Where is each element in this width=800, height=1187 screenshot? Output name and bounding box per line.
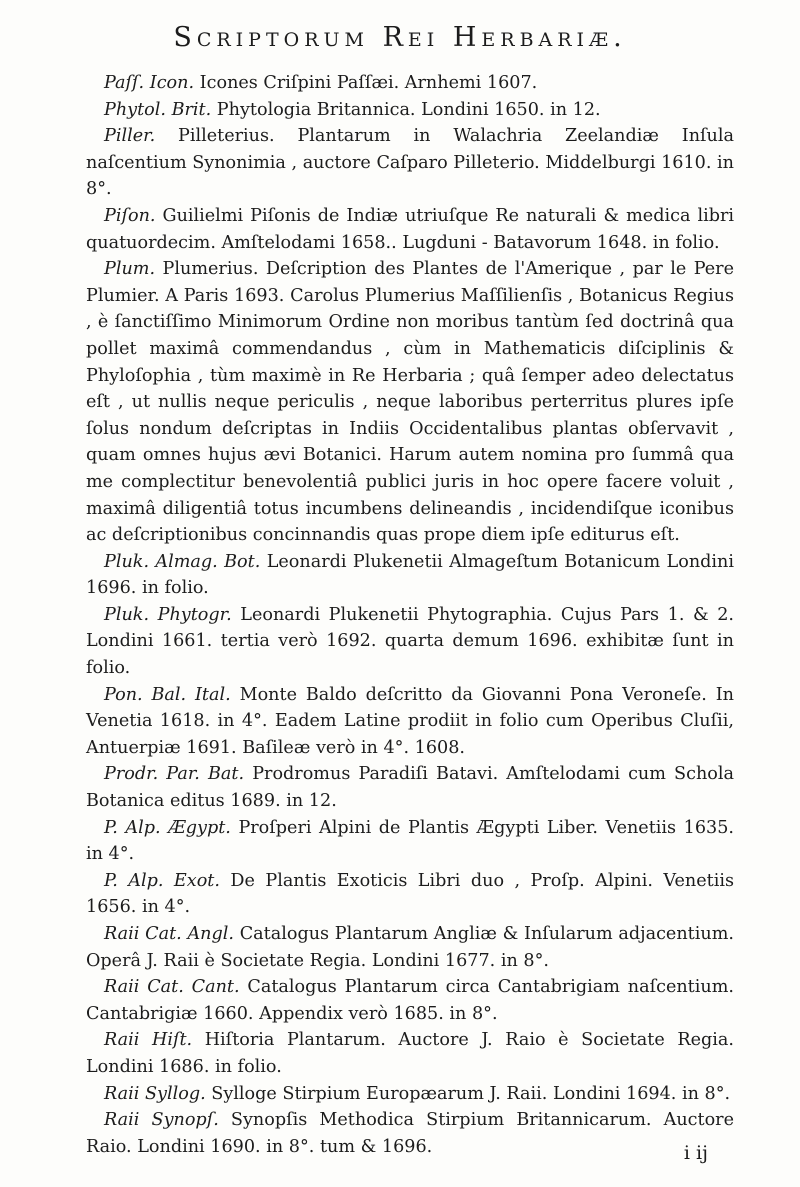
entry — [86, 761, 734, 814]
entry-abbreviation: Prodr. Par. Bat. — [104, 764, 245, 785]
entry-text: Leonardi Plukenetii Almageſtum Botanicum Londini 1696. in folio. — [86, 551, 735, 599]
entry-abbreviation: Piller. — [104, 126, 156, 147]
entry — [86, 974, 734, 1027]
entry-abbreviation: Pon. Bal. Ital. — [104, 684, 231, 705]
entry — [86, 815, 734, 868]
entry-abbreviation: Plum. — [104, 259, 156, 280]
entry-abbreviation: P. Alp. Exot. — [104, 870, 220, 891]
entry-text: Synopſis Methodica Stirpium Britannicarum. Auctore Raio. Londini 1690. in 8°. tum & 1696. — [86, 1110, 734, 1157]
entry-text: Sylloge Stirpium Europæarum J. Raii. Londini 1694. in 8°. — [205, 1083, 731, 1104]
entry-abbreviation: Phytol. Brit. — [104, 99, 212, 120]
entry — [86, 549, 734, 602]
entry-abbreviation: Raii Cat. Cant. — [104, 977, 240, 998]
entry-text: Guilielmi Piſonis de Indiæ utriuſque Re naturali & medica libri quatuordecim. Amſtelodami 1658.. Lugduni - Batavorum 1648. in folio. — [86, 205, 734, 253]
entry-abbreviation: Raii Hiſt. — [104, 1030, 193, 1051]
entry-text: Phytologia Britannica. Londini 1650. in 12. — [211, 99, 601, 120]
entry-text: Leonardi Plukenetii Phytographia. Cujus Pars 1. & 2. Londini 1661. tertia verò 1692. quarta demum 1696. exhibitæ ſunt in folio. — [86, 604, 734, 679]
entry-abbreviation: Paſſ. Icon. — [104, 73, 195, 93]
entry-abbreviation: Pluk. Almag. Bot. — [104, 551, 261, 572]
entry — [86, 868, 734, 921]
entry-text: De Plantis Exoticis Libri duo , Proſp. Alpini. Venetiis 1656. in 4°. — [86, 870, 734, 918]
running-head: Scriptorum Rei Herbariæ. — [173, 22, 627, 53]
entry-text: Proſperi Alpini de Plantis Ægypti Liber. Venetiis 1635. in 4°. — [86, 817, 734, 865]
entry — [86, 682, 734, 762]
entry-text: Catalogus Plantarum Angliæ & Inſularum adjacentium. Operâ J. Raii è Societate Regia. Londini 1677. in 8°. — [86, 924, 734, 971]
entry-list — [86, 70, 734, 1160]
entry-abbreviation: Piſon. — [104, 205, 156, 226]
entry-text: Catalogus Plantarum circa Cantabrigiam naſcentium. Cantabrigiæ 1660. Appendix verò 1685. in 8°. — [86, 977, 734, 1024]
entry — [86, 203, 734, 256]
entry-text: Prodromus Paradiſi Batavi. Amſtelodami cum Schola Botanica editus 1689. in 12. — [86, 764, 734, 812]
entry-abbreviation: P. Alp. Ægypt. — [104, 817, 231, 838]
entry-text: Hiſtoria Plantarum. Auctore J. Raio è Societate Regia. Londini 1686. in folio. — [86, 1030, 734, 1077]
entry — [86, 602, 734, 682]
entry — [86, 70, 734, 97]
entry — [86, 1081, 734, 1108]
entry-abbreviation: Raii Syllog. — [104, 1083, 206, 1104]
entry-text: Monte Baldo deſcritto da Giovanni Pona Veroneſe. In Venetia 1618. in 4°. Eadem Latine prodiit in folio cum Operibus Cluſii, Antuerpiæ 1691. Baſileæ verò in 4°. 1608. — [86, 684, 734, 758]
page-signature: i ij — [683, 1142, 708, 1164]
entry — [86, 921, 734, 974]
entry-abbreviation: Pluk. Phytogr. — [104, 604, 232, 625]
entry — [86, 97, 734, 124]
entry-text: Pilleterius. Plantarum in Walachria Zeelandiæ Inſula naſcentium Synonimia , auctore Caſparo Pilleterio. Middelburgi 1610. in 8°. — [86, 126, 734, 200]
entry — [86, 1107, 734, 1160]
entry — [86, 256, 734, 549]
entry — [86, 1027, 734, 1080]
entry — [86, 123, 734, 203]
entry-text: Plumerius. Deſcription des Plantes de l'Amerique , par le Pere Plumier. A Paris 1693. Carolus Plumerius Maſſilienſis , Botanicus Regius , è ſanctiſſimo Minimorum Ordine non moribus tantùm ſed doctrinâ qua pollet maximâ commendandus , cùm in Mathematicis diſciplinis & Phyloſophia , tùm maximè in Re Herbaria ; quâ ſemper adeo delectatus eſt , ut nullis neque periculis , neque laboribus perterritus plures ipſe ſolus nondum deſcriptas in Indiis Occidentalibus plantas obſervavit , quam omnes hujus ævi Botanici. Harum autem nomina pro ſummâ qua me complectitur benevolentiâ publici juris in hoc opere facere voluit , maximâ diligentiâ totus incumbens delineandis , incidendiſque iconibus ac deſcriptionibus concinnandis quas prope diem ipſe editurus eſt. — [86, 259, 734, 546]
entry-abbreviation: Raii Cat. Angl. — [104, 924, 234, 944]
entry-text: Icones Criſpini Paſſæi. Arnhemi 1607. — [194, 73, 538, 93]
entry-abbreviation: Raii Synopſ. — [104, 1110, 219, 1131]
